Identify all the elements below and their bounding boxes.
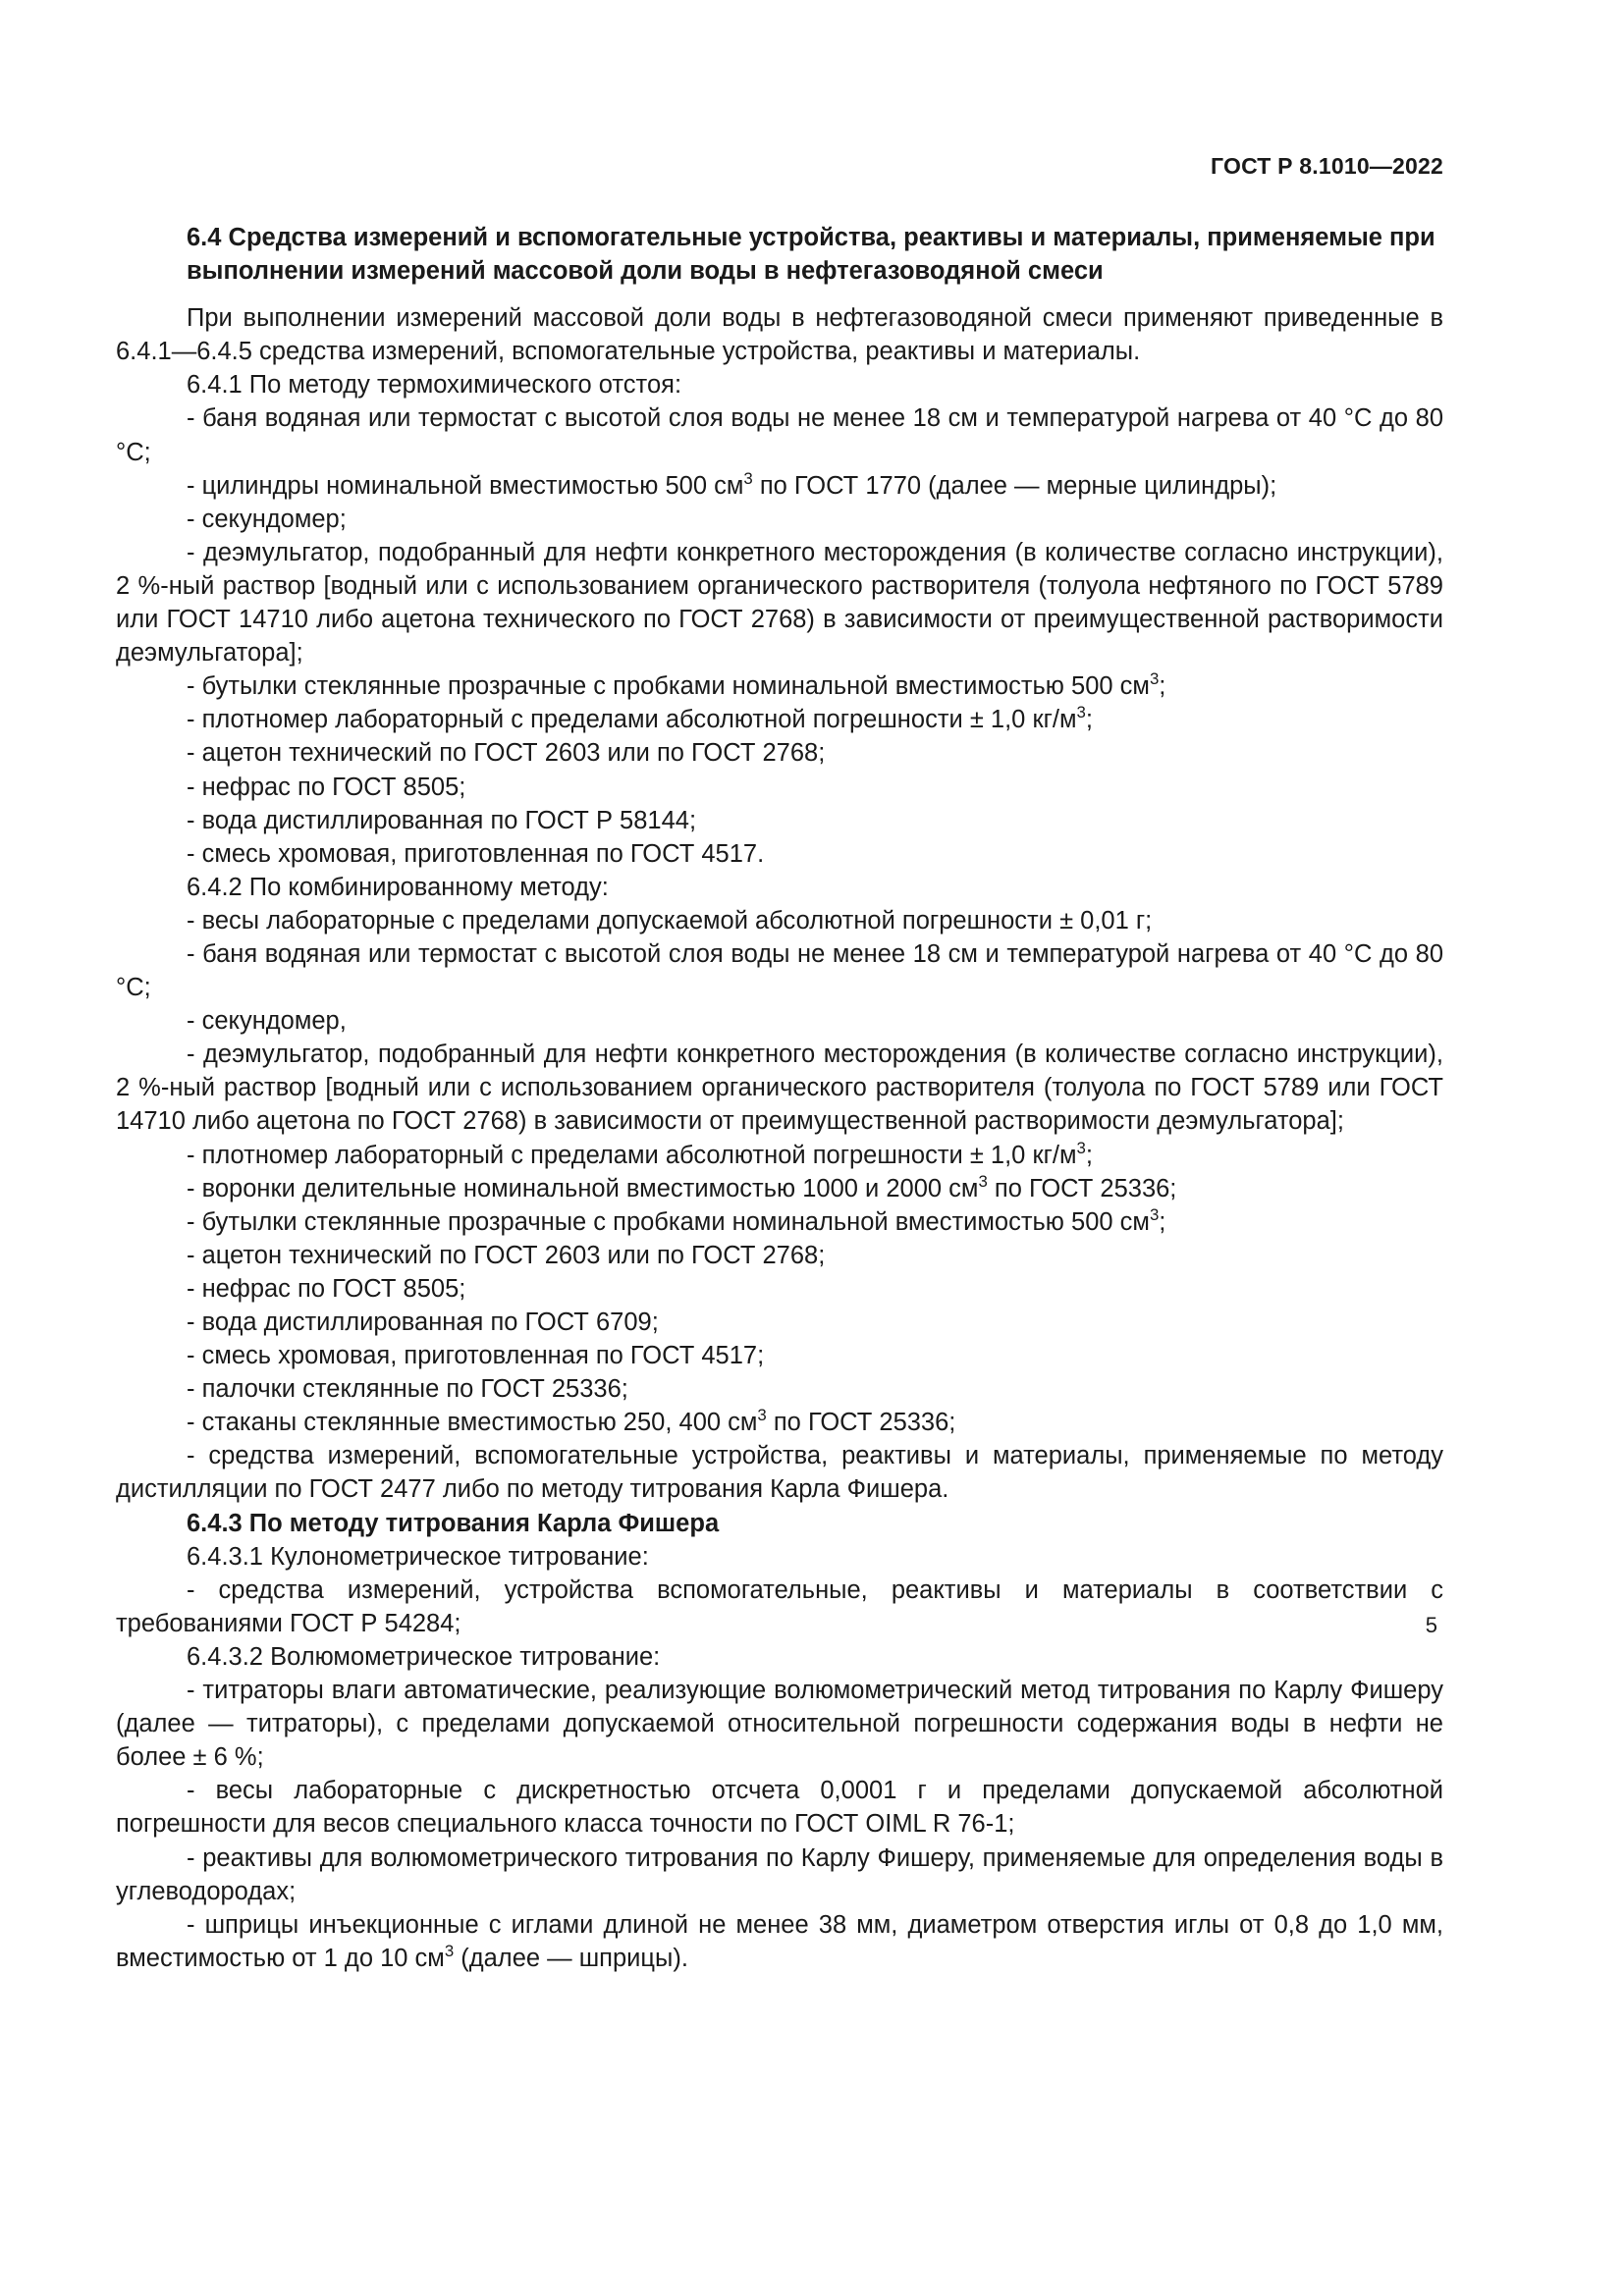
paragraph-text: - ацетон технический по ГОСТ 2603 или по ГОСТ 2768; [187,1241,826,1269]
paragraph [116,771,1443,804]
paragraph-text: - воронки делительные номинальной вместимостью 1000 и 2000 см [187,1174,979,1202]
paragraph-text: - вода дистиллированная по ГОСТ Р 58144; [187,806,697,834]
paragraph-text: 6.4.1 По методу термохимического отстоя: [187,371,682,400]
paragraph [116,469,1443,503]
paragraph-text: - смесь хромовая, приготовленная по ГОСТ 4517. [187,839,765,868]
page-number: 5 [1425,1613,1437,1637]
paragraph [116,1372,1443,1406]
paragraph-text: - титраторы влаги автоматические, реализующие волюмометрический метод титрования по Карлу Фишеру (далее — титраторы), с пределами допускаемой относительной погрешности содержания воды в нефти не более ± 6 %; [116,1677,1443,1772]
paragraph-text: - бутылки стеклянные прозрачные с пробками номинальной вместимостью 500 см [187,672,1150,701]
paragraph [116,536,1443,669]
paragraph [116,736,1443,770]
paragraph [116,1205,1443,1239]
paragraph-text: - весы лабораторные с дискретностью отсчета 0,0001 г и пределами допускаемой абсолютной погрешности для весов специального класса точности по ГОСТ OIML R 76-1; [116,1777,1443,1839]
superscript: 3 [743,468,753,488]
paragraph [116,1842,1443,1908]
paragraph-list [116,301,1443,1975]
paragraph-text: При выполнении измерений массовой доли воды в нефтегазоводяной смеси применяют приведенные в 6.4.1—6.4.5 средства измерений, вспомогательные устройства, реактивы и материалы. [116,304,1443,366]
paragraph-text: - стаканы стеклянные вместимостью 250, 400 см [187,1409,758,1437]
paragraph-text: - баня водяная или термостат с высотой слоя воды не менее 18 см и температурой нагрева от 40 °С до 80 °С; [116,939,1443,1002]
paragraph-text: - плотномер лабораторный с пределами абсолютной погрешности ± 1,0 кг/м [187,706,1077,734]
paragraph-text-tail: ; [1159,672,1166,701]
paragraph [116,1239,1443,1272]
paragraph-text-tail: ; [1085,1141,1093,1169]
paragraph [116,1406,1443,1439]
superscript: 3 [1076,1138,1086,1157]
paragraph-text-tail: ; [1085,706,1093,734]
paragraph [116,1172,1443,1205]
paragraph-text: 6.4.3 По методу титрования Карла Фишера [187,1509,720,1537]
paragraph-text: - средства измерений, вспомогательные устройства, реактивы и материалы, применяемые по методу дистилляции по ГОСТ 2477 либо по методу титрования Карла Фишера. [116,1442,1443,1504]
paragraph-text: - смесь хромовая, приготовленная по ГОСТ 4517; [187,1342,765,1370]
paragraph-text: 6.4.3.2 Волюмометрическое титрование: [187,1642,661,1671]
paragraph [116,1908,1443,1975]
paragraph [116,1139,1443,1172]
paragraph [116,401,1443,468]
paragraph [116,1674,1443,1774]
paragraph [116,1574,1443,1640]
paragraph [116,937,1443,1004]
paragraph [116,837,1443,871]
paragraph-text: - секундомер, [187,1007,347,1036]
superscript: 3 [444,1941,455,1960]
paragraph-text-tail: по ГОСТ 25336; [766,1409,956,1437]
superscript: 3 [1149,669,1160,689]
paragraph-text: - баня водяная или термостат с высотой слоя воды не менее 18 см и температурой нагрева от 40 °С до 80 °С; [116,404,1443,466]
paragraph-text: - реактивы для волюмометрического титрования по Карлу Фишеру, применяемые для определения воды в углеводородах; [116,1843,1443,1905]
paragraph [116,1272,1443,1306]
paragraph-text: - деэмульгатор, подобранный для нефти конкретного месторождения (в количестве согласно инструкции), 2 %-ный раствор [водный или с использованием органического растворителя (толуола по ГОСТ 5789 или ГОСТ 14710 либо ацетона по ГОСТ 2768) в зависимости от преимущественной растворимости деэмульгатора]; [116,1041,1443,1136]
paragraph-text: - вода дистиллированная по ГОСТ 6709; [187,1308,659,1336]
paragraph-text: - нефрас по ГОСТ 8505; [187,773,466,801]
page-body [116,221,1443,1975]
superscript: 3 [1149,1204,1160,1224]
paragraph [116,1439,1443,1506]
paragraph [116,1540,1443,1574]
superscript: 3 [757,1406,767,1425]
paragraph [116,1640,1443,1674]
paragraph [116,1339,1443,1372]
superscript: 3 [978,1171,988,1191]
paragraph [116,1507,1443,1540]
paragraph-text: - ацетон технический по ГОСТ 2603 или по ГОСТ 2768; [187,739,826,768]
paragraph-text: 6.4.2 По комбинированному методу: [187,873,609,901]
paragraph-text: - нефрас по ГОСТ 8505; [187,1274,466,1303]
paragraph-text: - плотномер лабораторный с пределами абсолютной погрешности ± 1,0 кг/м [187,1141,1077,1169]
paragraph [116,1306,1443,1339]
superscript: 3 [1076,703,1086,722]
paragraph [116,669,1443,703]
paragraph-text: - цилиндры номинальной вместимостью 500 см [187,471,744,500]
paragraph [116,503,1443,536]
paragraph [116,368,1443,401]
paragraph [116,1774,1443,1841]
section-title: 6.4 Средства измерений и вспомогательные устройства, реактивы и материалы, применяемые при выполнении измерений массовой доли воды в нефтегазоводяной смеси [187,224,1435,286]
paragraph [116,871,1443,904]
document-header-number: ГОСТ Р 8.1010—2022 [1211,153,1443,179]
paragraph [116,301,1443,368]
paragraph-text-tail: ; [1159,1207,1166,1236]
paragraph-text: 6.4.3.1 Кулонометрическое титрование: [187,1542,649,1571]
paragraph-text: - весы лабораторные с пределами допускаемой абсолютной погрешности ± 0,01 г; [187,906,1153,934]
paragraph [116,1038,1443,1138]
paragraph-text: - палочки стеклянные по ГОСТ 25336; [187,1375,628,1404]
paragraph [116,1004,1443,1038]
paragraph-text: - бутылки стеклянные прозрачные с пробками номинальной вместимостью 500 см [187,1207,1150,1236]
paragraph [116,703,1443,736]
paragraph [116,804,1443,837]
paragraph-text: - шприцы инъекционные с иглами длиной не менее 38 мм, диаметром отверстия иглы от 0,8 до 1,0 мм, вместимостью от 1 до 10 см [116,1910,1443,1972]
paragraph [116,904,1443,937]
paragraph-text: - секундомер; [187,505,347,533]
paragraph-text-tail: (далее — шприцы). [454,1944,688,1972]
paragraph-text: - средства измерений, устройства вспомогательные, реактивы и материалы в соответствии с требованиями ГОСТ Р 54284; [116,1575,1443,1637]
paragraph-text: - деэмульгатор, подобранный для нефти конкретного месторождения (в количестве согласно инструкции), 2 %-ный раствор [водный или с использованием органического растворителя (толуола нефтяного по ГОСТ 5789 или ГОСТ 14710 либо ацетона технического по ГОСТ 2768) в зависимости от преимущественной растворимости деэмульгатора]; [116,538,1443,667]
paragraph-text-tail: по ГОСТ 1770 (далее — мерные цилиндры); [752,471,1277,500]
paragraph-text-tail: по ГОСТ 25336; [987,1174,1177,1202]
